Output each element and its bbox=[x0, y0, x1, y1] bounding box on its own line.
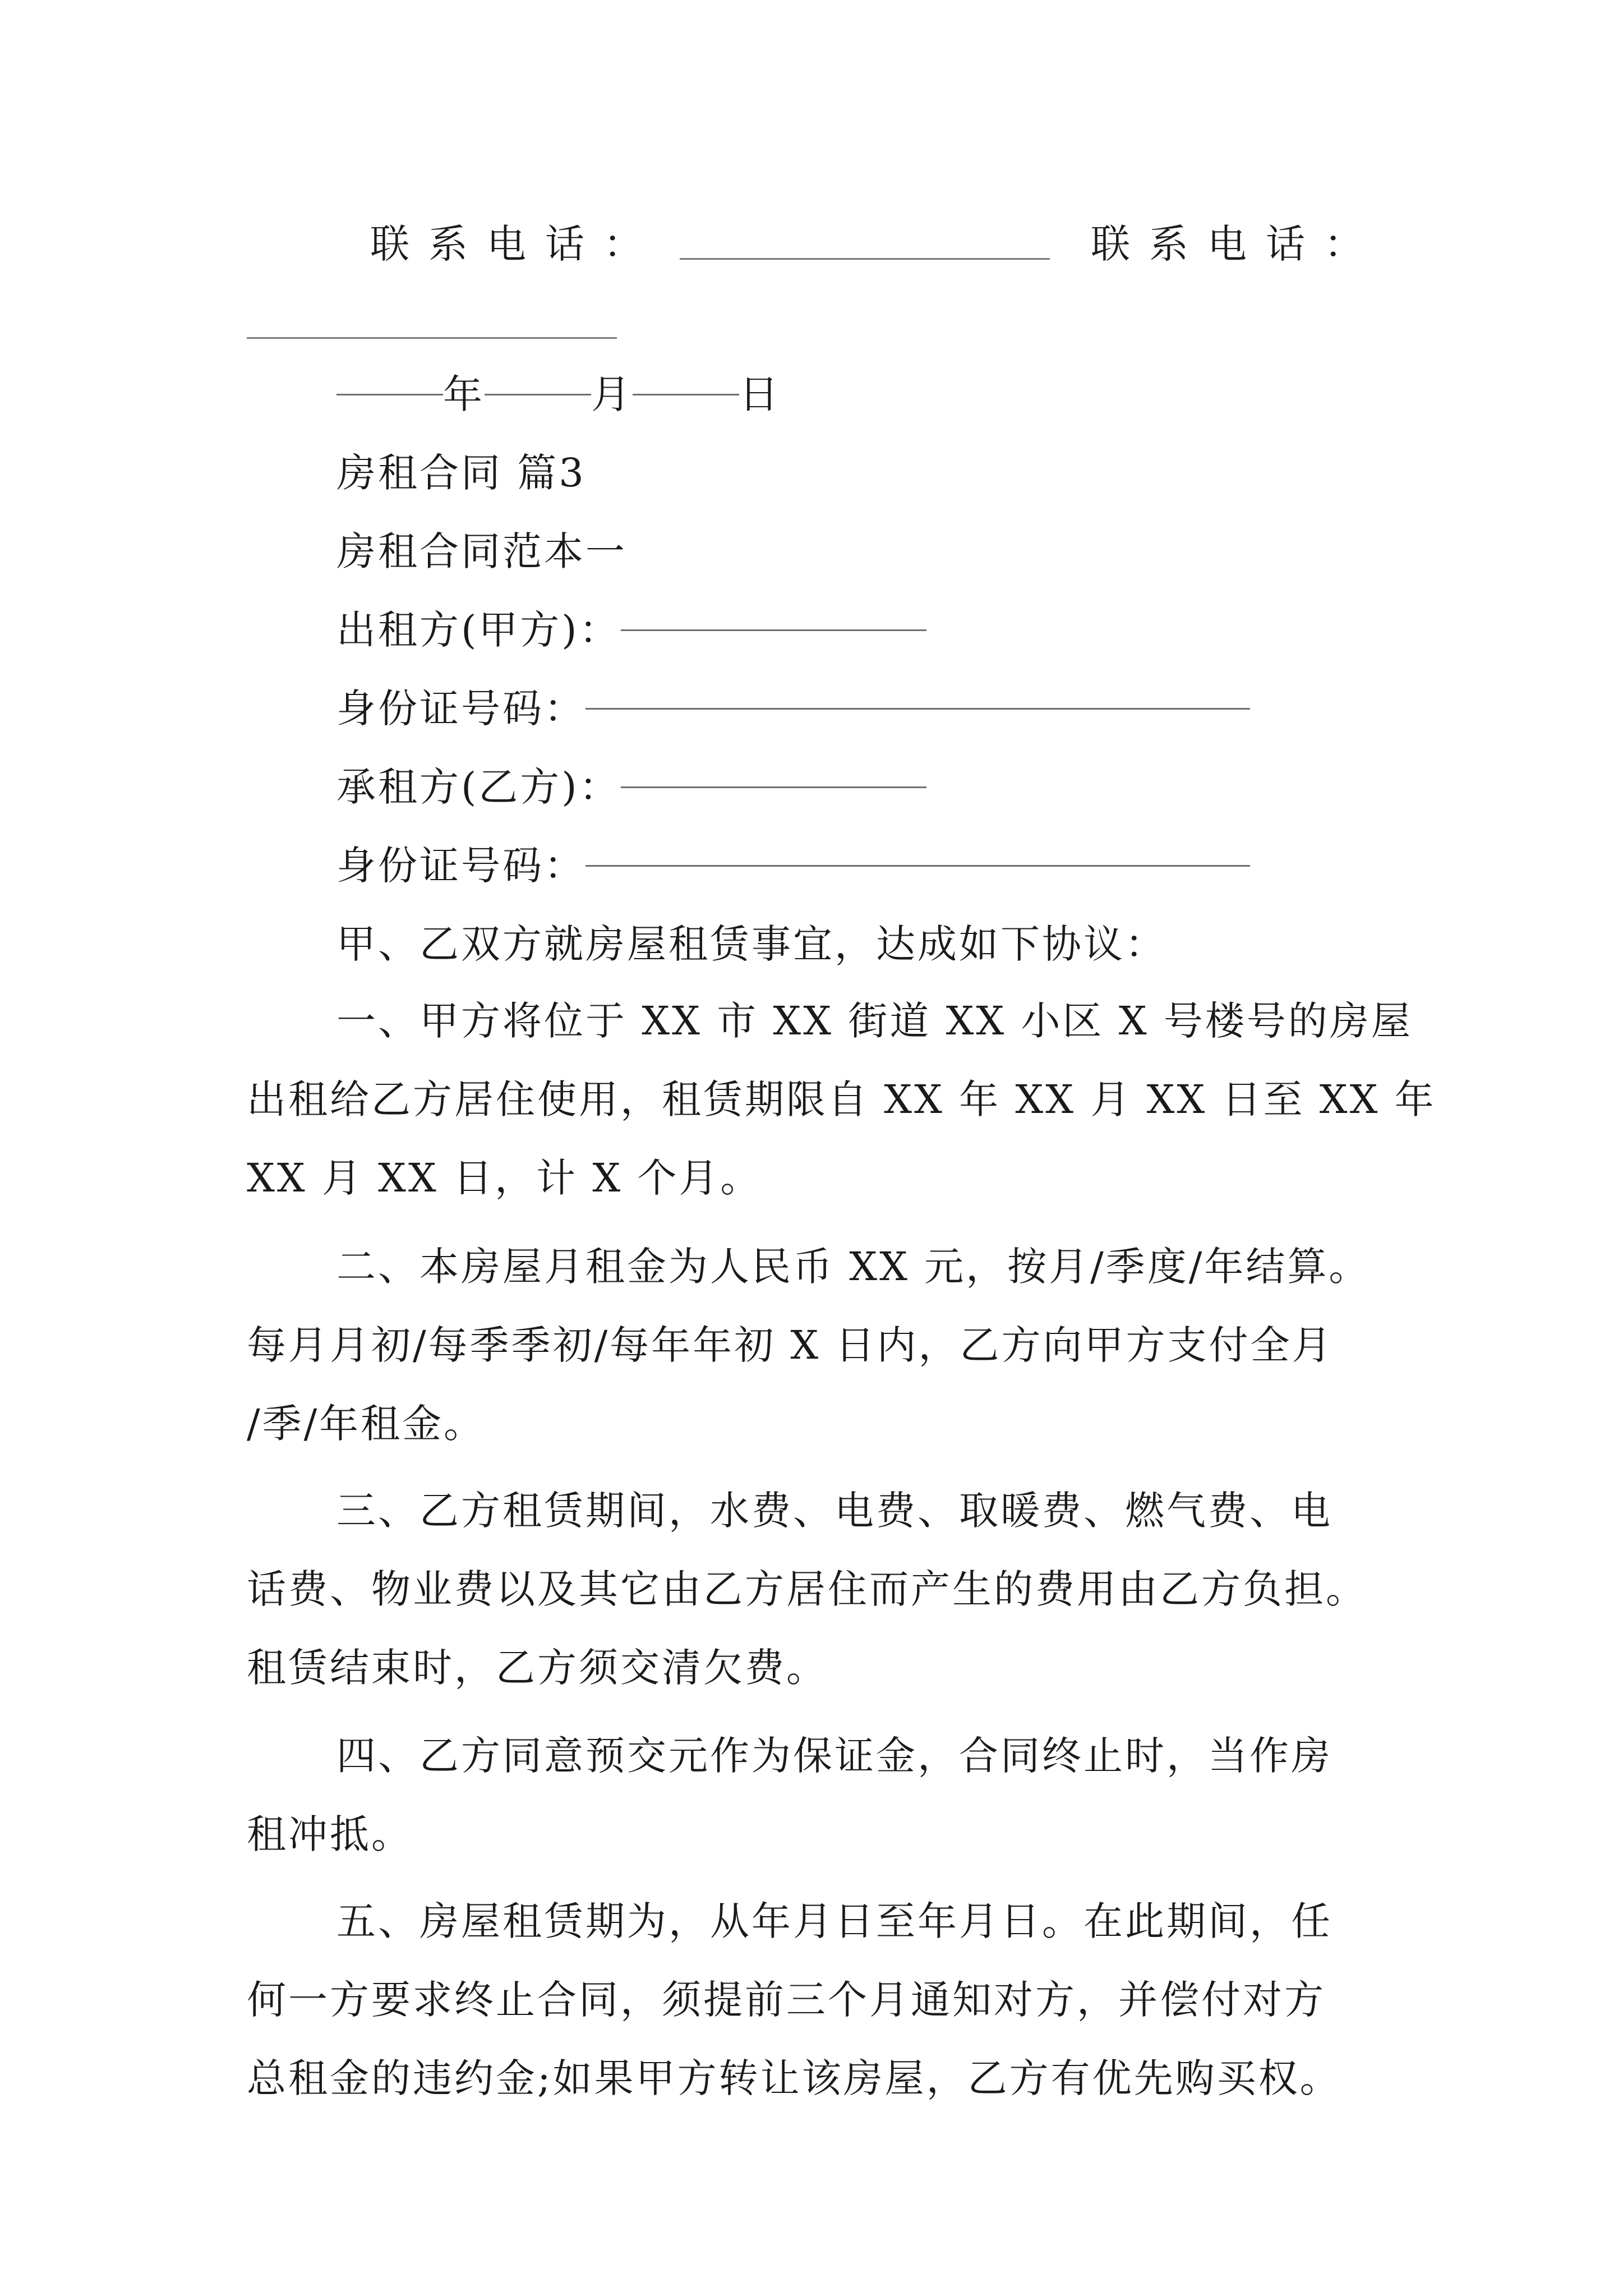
year-label: 年 bbox=[443, 371, 485, 417]
chapter-heading: 房租合同 篇3 bbox=[336, 450, 586, 496]
clause-2-line-1: 二、本房屋月租金为人民币 XX 元，按月/季度/年结算。 bbox=[336, 1244, 1371, 1290]
lessor-field[interactable] bbox=[621, 629, 926, 631]
sample-heading: 房租合同范本一 bbox=[336, 528, 627, 574]
day-label: 日 bbox=[739, 371, 781, 417]
lessee-id-label: 身份证号码： bbox=[336, 843, 585, 889]
clause-5-line-1: 五、房屋租赁期为，从年月日至年月日。在此期间，任 bbox=[336, 1898, 1332, 1944]
contact-phone-field-right[interactable] bbox=[247, 337, 617, 339]
agreement-intro: 甲、乙双方就房屋租赁事宜，达成如下协议： bbox=[336, 921, 1166, 967]
lessee-id-field[interactable] bbox=[585, 865, 1250, 867]
lessee-id-line bbox=[336, 826, 1396, 905]
lessor-id-line bbox=[336, 669, 1396, 748]
clause-4-line-2: 租冲抵。 bbox=[247, 1811, 413, 1857]
clause-4-line-1: 四、乙方同意预交元作为保证金，合同终止时，当作房 bbox=[336, 1733, 1332, 1779]
contact-phone-field-left[interactable] bbox=[680, 258, 1050, 260]
date-line bbox=[336, 355, 1486, 434]
month-blank[interactable] bbox=[485, 394, 591, 395]
contact-label-left: 联系电话： bbox=[370, 221, 662, 267]
lessor-line bbox=[336, 591, 1396, 669]
clause-5-line-2: 何一方要求终止合同，须提前三个月通知对方，并偿付对方 bbox=[247, 1977, 1326, 2023]
clause-1-line-3: XX 月 XX 日，计 X 个月。 bbox=[247, 1155, 762, 1201]
lessee-field[interactable] bbox=[621, 786, 926, 788]
clause-1-line-2: 出租给乙方居住使用，租赁期限自 XX 年 XX 月 XX 日至 XX 年 bbox=[247, 1076, 1436, 1122]
lessor-label: 出租方(甲方)： bbox=[336, 607, 621, 653]
contact-label-right: 联系电话： bbox=[1091, 221, 1382, 267]
clause-3-line-1: 三、乙方租赁期间，水费、电费、取暖费、燃气费、电 bbox=[336, 1488, 1332, 1534]
year-blank[interactable] bbox=[336, 394, 443, 395]
clause-3-line-2: 话费、物业费以及其它由乙方居住而产生的费用由乙方负担。 bbox=[247, 1566, 1367, 1612]
month-label: 月 bbox=[591, 371, 633, 417]
clause-1-line-1: 一、甲方将位于 XX 市 XX 街道 XX 小区 X 号楼号的房屋 bbox=[336, 998, 1413, 1044]
lessor-id-label: 身份证号码： bbox=[336, 685, 585, 731]
clause-3-line-3: 租赁结束时，乙方须交清欠费。 bbox=[247, 1645, 828, 1691]
day-blank[interactable] bbox=[633, 394, 739, 395]
lessor-id-field[interactable] bbox=[585, 708, 1250, 710]
clause-5-line-3: 总租金的违约金;如果甲方转让该房屋，乙方有优先购买权。 bbox=[247, 2055, 1341, 2101]
clause-2-line-2: 每月月初/每季季初/每年年初 X 日内，乙方向甲方支付全月 bbox=[247, 1322, 1334, 1368]
lessee-label: 承租方(乙方)： bbox=[336, 764, 621, 810]
clause-2-line-3: /季/年租金。 bbox=[247, 1401, 486, 1447]
lessee-line bbox=[336, 748, 1396, 826]
